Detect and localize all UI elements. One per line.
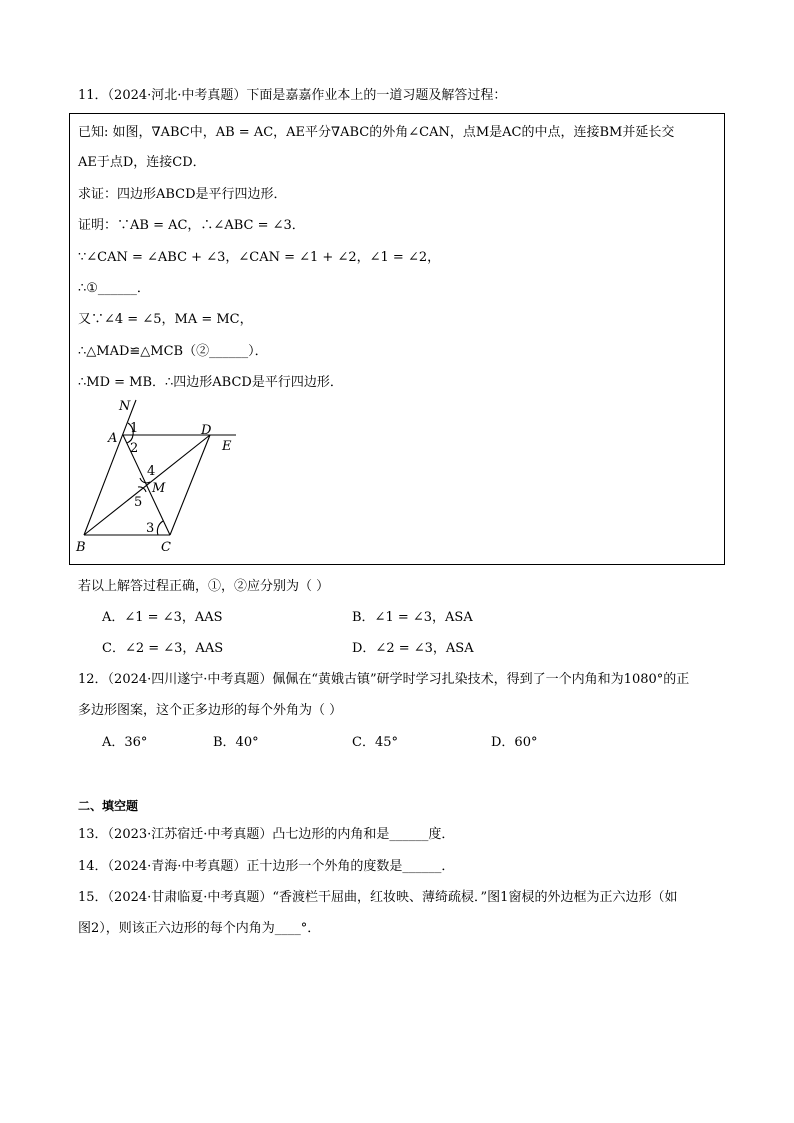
label-B: B (76, 540, 86, 555)
q11-option-c[interactable]: C．∠2 = ∠3，AAS (102, 641, 224, 656)
q12-line-1: 12．（2024·四川遂宁·中考真题）佩佩在“黄娥古镇”研学时学习扎染技术，得到了一个内角和为1080°的正 (78, 672, 690, 687)
label-N: N (119, 399, 131, 414)
parallelogram-figure (70, 392, 250, 558)
q11-stem: 若以上解答过程正确，①，②应分别为（ ） (78, 579, 330, 594)
box-line-7: 又∵∠4 = ∠5，MA = MC， (78, 312, 253, 327)
label-angle-1: 1 (130, 421, 139, 436)
q11-option-a[interactable]: A．∠1 = ∠3，AAS (102, 610, 223, 625)
q11-option-b[interactable]: B．∠1 = ∠3，ASA (352, 610, 473, 625)
box-line-8: ∴△MAD≌△MCB（②______）． (78, 344, 268, 359)
box-line-5: ∵∠CAN = ∠ABC + ∠3，∠CAN = ∠1 + ∠2，∠1 = ∠2， (78, 250, 441, 265)
label-E: E (222, 439, 232, 454)
label-angle-2: 2 (130, 441, 139, 456)
label-angle-4: 4 (147, 464, 156, 479)
angle-arc-3 (157, 521, 163, 535)
q14-text: 14．（2024·青海·中考真题）正十边形一个外角的度数是______． (78, 859, 455, 874)
q15-line-2: 图2），则该正六边形的每个内角为____°． (78, 921, 321, 936)
q12-option-c[interactable]: C．45° (352, 735, 398, 750)
label-M: M (152, 481, 166, 496)
label-angle-3: 3 (146, 521, 155, 536)
box-line-1: 已知: 如图，∇ABC中，AB = AC，AE平分∇ABC的外角∠CAN，点M是AC的中点，连接BM并延长交 (78, 125, 675, 140)
q13-text: 13．（2023·江苏宿迁·中考真题）凸七边形的内角和是______度． (78, 827, 455, 842)
box-line-6: ∴①______． (78, 281, 150, 296)
box-line-4: 证明：∵AB = AC，∴∠ABC = ∠3． (78, 218, 305, 233)
section-title-fill-in: 二、填空题 (78, 799, 139, 813)
q11-intro: 11．（2024·河北·中考真题）下面是嘉嘉作业本上的一道习题及解答过程： (78, 88, 507, 103)
box-line-2: AE于点D，连接CD． (78, 155, 206, 170)
box-line-3: 求证：四边形ABCD是平行四边形． (78, 187, 287, 202)
box-line-9: ∴MD = MB．∴四边形ABCD是平行四边形． (78, 375, 343, 390)
q12-line-2: 多边形图案，这个正多边形的每个外角为（ ） (78, 703, 343, 718)
line-CD (170, 435, 210, 535)
label-A: A (108, 431, 118, 446)
label-D: D (201, 423, 212, 438)
label-angle-5: 5 (134, 495, 143, 510)
q15-line-1: 15．（2024·甘肃临夏·中考真题）“香渡栏干屈曲，红妆映、薄绮疏棂．”图1窗棂的外边框为正六边形（如 (78, 890, 678, 905)
q11-option-d[interactable]: D．∠2 = ∠3，ASA (352, 641, 474, 656)
q12-option-b[interactable]: B．40° (213, 735, 259, 750)
q12-option-d[interactable]: D．60° (491, 735, 538, 750)
q12-option-a[interactable]: A．36° (102, 735, 148, 750)
label-C: C (161, 540, 171, 555)
